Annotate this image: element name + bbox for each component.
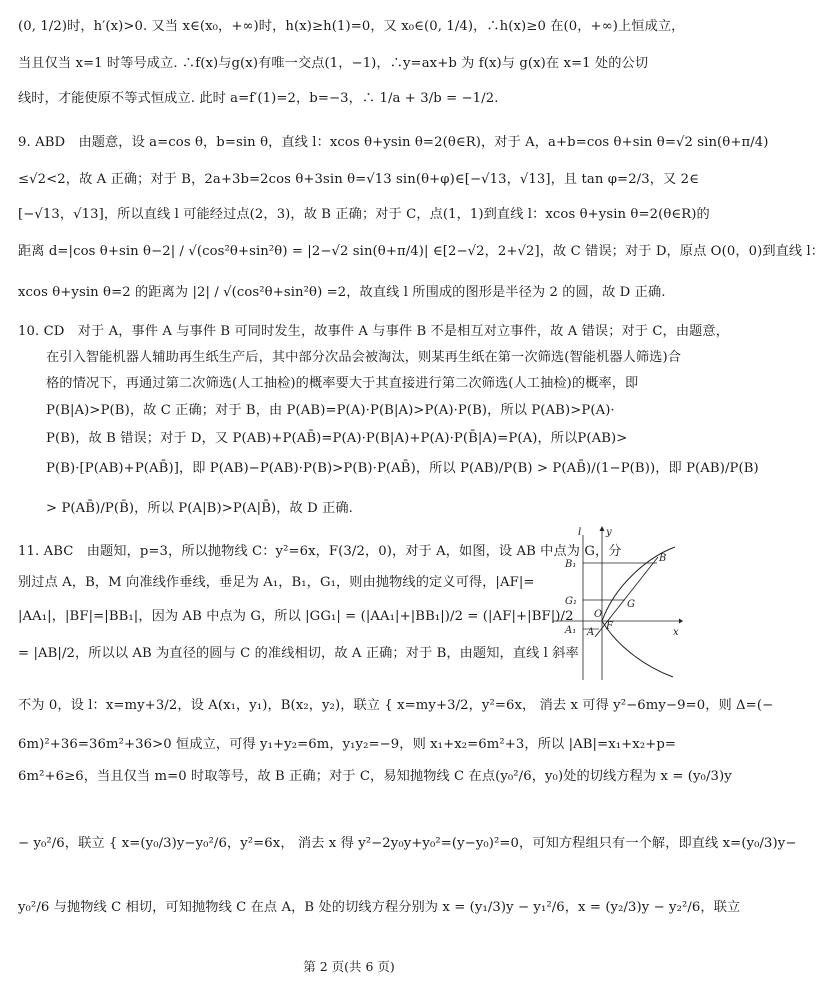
figure-label: A₁ bbox=[565, 625, 577, 636]
figure-label: y bbox=[606, 527, 612, 538]
figure-label: G bbox=[627, 599, 635, 610]
item-10-line: P(B)，故 B 错误；对于 D，又 P(AB)+P(AB̄)=P(A)·P(B|A)+P(A)·P(B̄|A)=P(A)，所以P(AB)> bbox=[46, 431, 628, 446]
figure-label: B bbox=[659, 553, 667, 564]
figure-label: l bbox=[578, 527, 582, 538]
figure-label: B₁ bbox=[565, 559, 577, 570]
item-9-line: ≤√2<2，故 A 正确；对于 B，2a+3b=2cos θ+3sin θ=√13 sin(θ+φ)∈[−√13，√13]，且 tan φ=2/3，又 2∈ bbox=[18, 172, 699, 187]
figure-label: O bbox=[594, 609, 603, 620]
text-line: 线时，才能使原不等式恒成立. 此时 a=f′(1)=2，b=−3，∴ 1/a + 3/b = −1/2. bbox=[18, 91, 499, 106]
figure-label: G₁ bbox=[565, 596, 577, 607]
item-9-line: xcos θ+ysin θ=2 的距离为 |2| / √(cos²θ+sin²θ) =2，故直线 l 所围成的图形是半径为 2 的圆，故 D 正确. bbox=[18, 285, 666, 300]
figure-label: x bbox=[673, 627, 679, 638]
item-11-line: − y₀²/6，联立 { x=(y₀/3)y−y₀²/6，y²=6x， 消去 x 得 y²−2y₀y+y₀²=(y−y₀)²=0，可知方程组只有一个解，即直线 x=(y₀/3)y− bbox=[18, 836, 797, 851]
item-11-line: 11. ABC 由题知，p=3，所以抛物线 C：y²=6x，F(3/2，0)，对于 A，如图，设 AB 中点为 G，分 bbox=[18, 544, 622, 559]
item-10-line: 在引入智能机器人辅助再生纸生产后，其中部分次品会被淘汰，则某再生纸在第一次筛选(智能机器人筛选)合 bbox=[46, 350, 681, 365]
item-11-line: y₀²/6 与抛物线 C 相切，可知抛物线 C 在点 A，B 处的切线方程分别为 x = (y₁/3)y − y₁²/6，x = (y₂/3)y − y₂²/6，联立 bbox=[18, 900, 741, 915]
item-11-line: 6m)²+36=36m²+36>0 恒成立，可得 y₁+y₂=6m，y₁y₂=−9，则 x₁+x₂=6m²+3，所以 |AB|=x₁+x₂+p= bbox=[18, 737, 677, 752]
text-line: (0, 1/2)时，h′(x)>0. 又当 x∈(x₀，+∞)时，h(x)≥h(1)=0，又 x₀∈(0, 1/4)，∴h(x)≥0 在(0，+∞)上恒成立， bbox=[18, 19, 685, 34]
item-10-line: 格的情况下，再通过第二次筛选(人工抽检)的概率要大于其直接进行第二次筛选(人工抽检)的概率，即 bbox=[46, 376, 639, 391]
item-10-line: P(B)·[P(AB)+P(AB̄)]，即 P(AB)−P(AB)·P(B)>P(B)·P(AB̄)，所以 P(AB)/P(B) > P(AB̄)/(1−P(B))，即 P(AB)/P(B) bbox=[46, 461, 759, 476]
item-11-line: = |AB|/2，所以以 AB 为直径的圆与 C 的准线相切，故 A 正确；对于 B，由题知，直线 l 斜率 bbox=[18, 646, 579, 661]
item-11-line: 别过点 A，B，M 向准线作垂线，垂足为 A₁，B₁，G₁，则由抛物线的定义可得，|AF|= bbox=[18, 575, 535, 590]
item-11-line: 不为 0，设 l：x=my+3/2，设 A(x₁，y₁)，B(x₂，y₂)，联立 { x=my+3/2，y²=6x， 消去 x 可得 y²−6my−9=0，则 Δ=(− bbox=[18, 698, 774, 713]
item-10-line: P(B|A)>P(B)，故 C 正确；对于 B，由 P(AB)=P(A)·P(B|A)>P(A)·P(B)，所以 P(AB)>P(A)· bbox=[46, 403, 615, 418]
page-footer: 第 2 页(共 6 页) bbox=[303, 959, 395, 974]
item-11-line: 6m²+6≥6，当且仅当 m=0 时取等号，故 B 正确；对于 C，易知抛物线 C 在点(y₀²/6，y₀)处的切线方程为 x = (y₀/3)y bbox=[18, 769, 732, 784]
text-line: 当且仅当 x=1 时等号成立. ∴f(x)与g(x)有唯一交点(1，−1)，∴y=ax+b 为 f(x)与 g(x)在 x=1 处的公切 bbox=[18, 56, 649, 71]
parabola-figure bbox=[553, 525, 683, 680]
figure-label: F bbox=[606, 621, 613, 632]
item-9-line: 距离 d=|cos θ+sin θ−2| / √(cos²θ+sin²θ) = |2−√2 sin(θ+π/4)| ∈[2−√2，2+√2]，故 C 错误；对于 D，原点 O(0，0)到直线 l： bbox=[18, 244, 824, 259]
item-9-line: 9. ABD 由题意，设 a=cos θ，b=sin θ，直线 l：xcos θ+ysin θ=2(θ∈R)，对于 A，a+b=cos θ+sin θ=√2 sin(θ+π/4) bbox=[18, 135, 769, 150]
item-10-line: > P(AB̄)/P(B̄)，所以 P(A|B)>P(A|B̄)，故 D 正确. bbox=[46, 501, 353, 516]
item-11-line: |AA₁|，|BF|=|BB₁|，因为 AB 中点为 G，所以 |GG₁| = (|AA₁|+|BB₁|)/2 = (|AF|+|BF|)/2 bbox=[18, 609, 574, 624]
item-9-line: [−√13，√13]，所以直线 l 可能经过点(2，3)，故 B 正确；对于 C，点(1，1)到直线 l：xcos θ+ysin θ=2(θ∈R)的 bbox=[18, 207, 710, 222]
item-10-line: 10. CD 对于 A，事件 A 与事件 B 可同时发生，故事件 A 与事件 B 不是相互对立事件，故 A 错误；对于 C，由题意， bbox=[18, 324, 729, 339]
figure-label: A bbox=[587, 627, 595, 638]
